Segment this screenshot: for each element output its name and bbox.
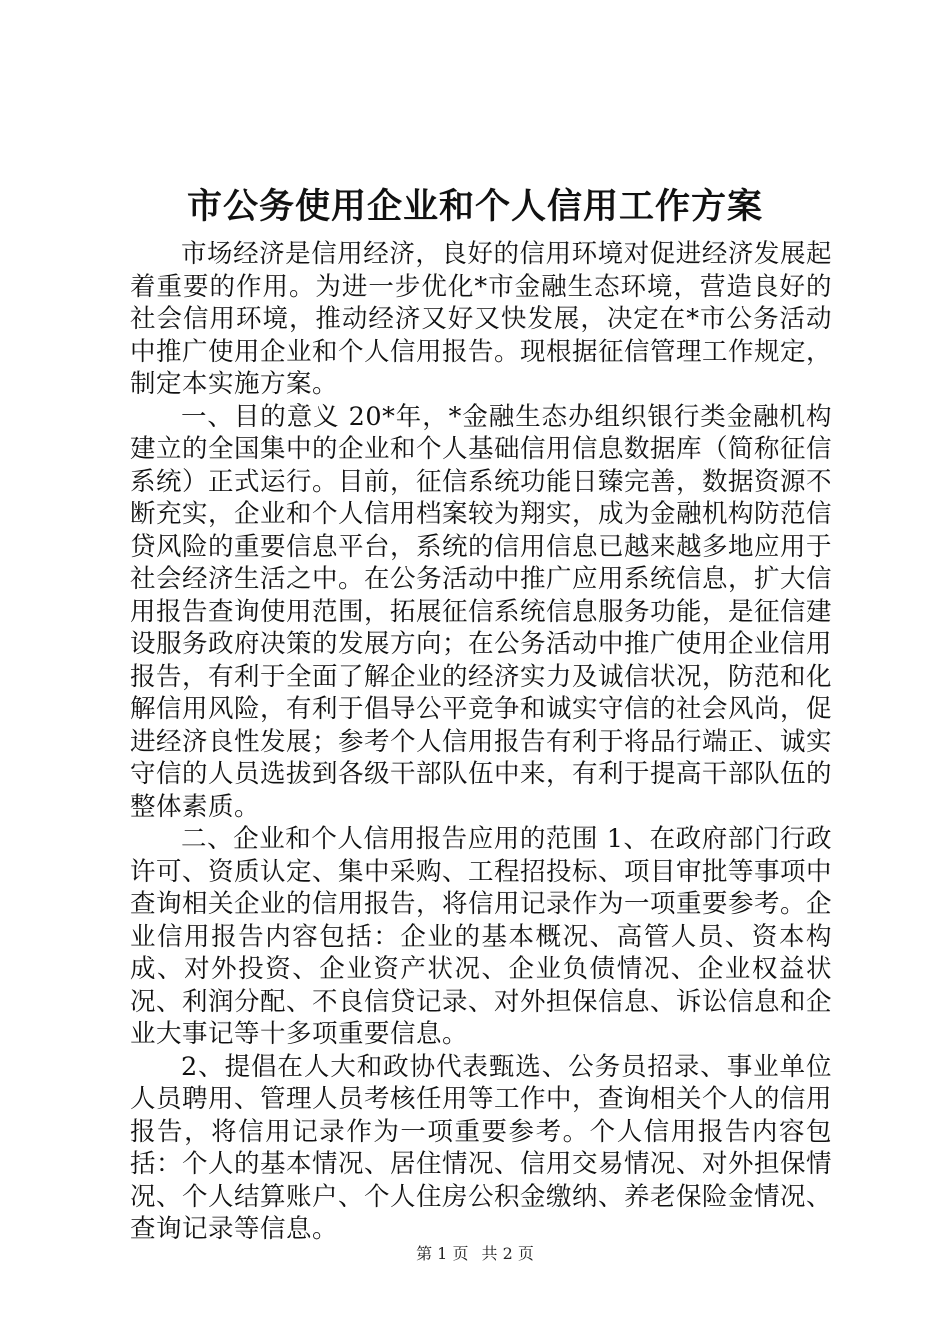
page-total: 共 2 页 <box>481 1244 534 1263</box>
page-footer <box>0 1242 950 1266</box>
page-number: 第 1 页 <box>416 1244 469 1263</box>
document-body <box>130 238 832 1246</box>
document-title: 市公务使用企业和个人信用工作方案 <box>186 186 763 227</box>
paragraph-scope-personal: 2、提倡在人大和政协代表甄选、公务员招录、事业单位人员聘用、管理人员考核任用等工作中，查询相关个人的信用报告，将信用记录作为一项重要参考。个人信用报告内容包括：个人的基本情况、居住情况、信用交易情况、对外担保情况、个人结算账户、个人住房公积金缴纳、养老保险金情况、查询记录等信息。 <box>130 1051 833 1244</box>
paragraph-purpose: 一、目的意义 20*年，*金融生态办组织银行类金融机构建立的全国集中的企业和个人基础信用信息数据库（简称征信系统）正式运行。目前，征信系统功能日臻完善，数据资源不断充实，企业和个人信用档案较为翔实，成为金融机构防范信贷风险的重要信息平台，系统的信用信息已越来越多地应用于社会经济生活之中。在公务活动中推广应用系统信息，扩大信用报告查询使用范围，拓展征信系统信息服务功能，是征信建设服务政府决策的发展方向；在公务活动中推广使用企业信用报告，有利于全面了解企业的经济实力及诚信状况，防范和化解信用风险，有利于倡导公平竞争和诚实守信的社会风尚，促进经济良性发展；参考个人信用报告有利于将品行端正、诚实守信的人员选拔到各级干部队伍中来，有利于提高干部队伍的整体素质。 <box>130 401 833 822</box>
paragraph-intro: 市场经济是信用经济，良好的信用环境对促进经济发展起着重要的作用。为进一步优化*市金融生态环境，营造良好的社会信用环境，推动经济又好又快发展，决定在*市公务活动中推广使用企业和个人信用报告。现根据征信管理工作规定，制定本实施方案。 <box>130 239 833 399</box>
paragraph-scope-enterprise: 二、企业和个人信用报告应用的范围 1、在政府部门行政许可、资质认定、集中采购、工程招投标、项目审批等事项中查询相关企业的信用报告，将信用记录作为一项重要参考。企业信用报告内容包括：企业的基本概况、高管人员、资本构成、对外投资、企业资产状况、企业负债情况、企业权益状况、利润分配、不良信贷记录、对外担保信息、诉讼信息和企业大事记等十多项重要信息。 <box>130 824 833 1049</box>
